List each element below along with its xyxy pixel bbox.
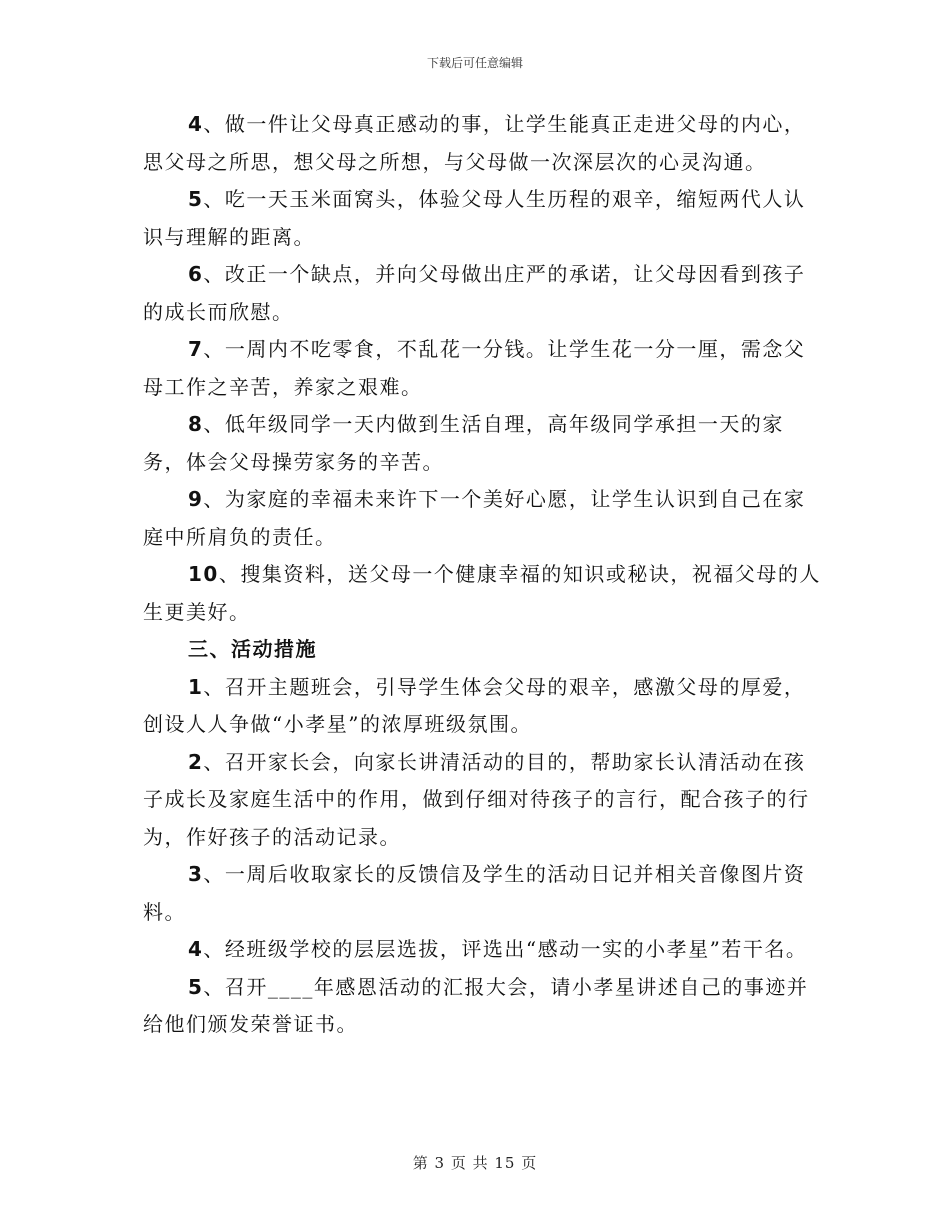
document-body: [143, 106, 823, 1044]
item-text: 、低年级同学一天内做到生活自理，高年级同学承担一天的家务，体会父母操劳家务的辛苦。: [143, 412, 784, 474]
item-number: 3: [188, 862, 204, 886]
list-item: [143, 406, 823, 481]
list-item: [143, 331, 823, 406]
item-number: 7: [188, 337, 204, 361]
item-text: 、为家庭的幸福未来许下一个美好心愿，让学生认识到自己在家庭中所肩负的责任。: [143, 487, 806, 549]
list-item: [143, 481, 823, 556]
item-text: 、召开家长会，向家长讲清活动的目的，帮助家长认清活动在孩子成长及家庭生活中的作用，做到仔细对待孩子的言行，配合孩子的行为，作好孩子的活动记录。: [143, 749, 810, 849]
item-number: 10: [188, 562, 219, 586]
page-header: 下载后可任意编辑: [426, 56, 523, 70]
item-text: 、经班级学校的层层选拔，评选出“感动一实的小孝星”若干名。: [203, 937, 808, 961]
item-text: 、吃一天玉米面窝头，体验父母人生历程的艰辛，缩短两代人认识与理解的距离。: [143, 187, 806, 249]
list-item: [143, 931, 823, 969]
item-number: 6: [188, 262, 204, 286]
list-item: [143, 106, 823, 181]
page-footer: 第 3 页 共 15 页: [412, 1154, 538, 1172]
list-item: [143, 856, 823, 931]
section-heading: 三、活动措施: [188, 637, 317, 661]
item-text: 、召开主题班会，引导学生体会父母的艰辛，感激父母的厚爱，创设人人争做“小孝星”的浓厚班级氛围。: [143, 674, 806, 736]
list-item: [143, 256, 823, 331]
list-item: [143, 556, 823, 631]
item-text: 、搜集资料，送父母一个健康幸福的知识或秘诀，祝福父母的人生更美好。: [143, 562, 821, 624]
item-number: 1: [188, 674, 204, 699]
item-text: 、做一件让父母真正感动的事，让学生能真正走进父母的内心，思父母之所思，想父母之所想，与父母做一次深层次的心灵沟通。: [143, 112, 806, 174]
item-text: 、一周后收取家长的反馈信及学生的活动日记并相关音像图片资料。: [143, 862, 806, 924]
item-number: 8: [188, 412, 204, 436]
list-item: [143, 969, 823, 1044]
item-text: 、召开____年感恩活动的汇报大会，请小孝星讲述自己的事迹并给他们颁发荣誉证书。: [143, 974, 809, 1036]
list-item: [143, 181, 823, 256]
item-number: 2: [188, 749, 204, 774]
list-item: [143, 669, 823, 744]
list-item: [143, 744, 823, 857]
item-number: 9: [188, 487, 204, 511]
item-number: 4: [188, 112, 204, 136]
item-text: 、改正一个缺点，并向父母做出庄严的承诺，让父母因看到孩子的成长而欣慰。: [143, 262, 806, 324]
item-text: 、一周内不吃零食，不乱花一分钱。让学生花一分一厘，需念父母工作之辛苦，养家之艰难。: [143, 337, 806, 399]
item-number: 5: [188, 974, 204, 999]
item-number: 5: [188, 187, 204, 211]
item-number: 4: [188, 937, 204, 961]
